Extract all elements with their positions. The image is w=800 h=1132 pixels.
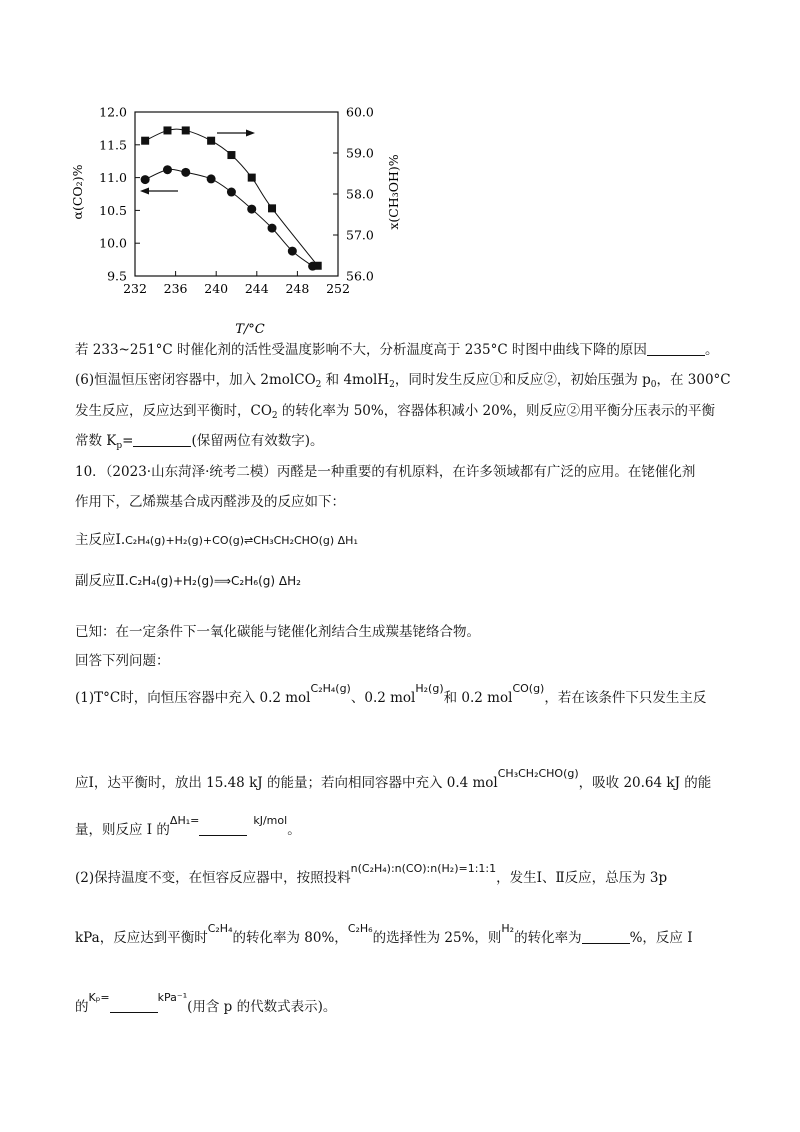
x-tick-label-1: 236 (163, 281, 188, 296)
known-condition: 已知：在一定条件下一氧化碳能与铑催化剂结合生成羰基铑络合物。 (75, 624, 480, 640)
line-4: 常数 $K_p=$ (保留两位有效数字)。 (75, 433, 324, 451)
right-tick-label-4: 56.0 (346, 268, 374, 284)
curves (145, 129, 318, 266)
series-1-curve (145, 169, 312, 266)
formula-propanal: CH₃CH₂CHO(g) (497, 767, 579, 780)
arrow-left-head (140, 188, 149, 195)
line-2: (6)恒温恒压密闭容器中，加入 2molCO$_2$ 和 4molH$_2$，同时发生反应①和反应②，初始压强为 $p_0$，在 300°C (75, 372, 731, 390)
formula-h2: H₂(g) (415, 682, 444, 695)
series-1-point-8 (308, 262, 317, 271)
left-tick-label-3: 10.5 (99, 202, 127, 218)
answer-prompt: 回答下列问题： (75, 653, 170, 669)
series-1-point-5 (247, 205, 256, 214)
axis-ticks (135, 112, 338, 276)
series-0-point-0 (141, 137, 149, 145)
x-tick-label-4: 248 (285, 281, 310, 296)
series-0-point-2 (182, 126, 190, 134)
right-axis-label: x(CH₃OH)% (386, 154, 401, 230)
left-tick-label-1: 11.5 (99, 137, 127, 153)
series-0-curve (145, 129, 318, 266)
answer-blank-kp-2[interactable] (110, 1000, 158, 1013)
left-axis-label: α(CO₂)% (70, 164, 85, 220)
series-0-point-1 (163, 126, 171, 134)
unit-kpa-inverse: kPa⁻¹ (157, 991, 188, 1004)
data-markers (141, 126, 322, 270)
formula-kp: Kₚ= (88, 991, 110, 1004)
plot-border (135, 112, 338, 276)
series-0-point-6 (268, 204, 276, 212)
main-reaction: 主反应Ⅰ.C₂H₄(g)+H₂(g)+CO(g)⇌CH₃CH₂CHO(g) ΔH₁ (75, 532, 358, 548)
co2-methanol-chart (60, 90, 420, 340)
part-1-line-1: (1)T°C时，向恒压容器中充入 0.2 mol$^{C_2H_4(g)}$、0.2 mol$^{H_2(g)}$和 0.2 mol$^{CO(g)}$，若在该条件下只发生主反 (75, 682, 707, 706)
formula-feed-ratio: n(C₂H₄):n(CO):n(H₂)=1:1:1 (350, 862, 497, 875)
x-tick-label-5: 252 (326, 281, 350, 296)
formula-co: CO(g) (512, 682, 545, 695)
line-3: 发生反应，反应达到平衡时，$CO_2$ 的转化率为 50%，容器体积减小 20%，则反应②用平衡分压表示的平衡 (75, 403, 716, 421)
plot-frame (135, 112, 338, 276)
formula-delta-h1: ΔH₁= (169, 814, 200, 827)
part-2-line-2: kPa，反应达到平衡时$^{C_2H_4}$的转化率为 80%，$^{C_2H_6}$的选择性为 25%，则$^{H_2}$的转化率为 %，反应 I (75, 922, 693, 946)
series-0-point-3 (207, 137, 215, 145)
x-tick-label-0: 232 (123, 281, 147, 296)
series-0-point-4 (227, 151, 235, 159)
left-tick-label-2: 11.0 (99, 170, 127, 186)
x-tick-label-2: 240 (204, 281, 229, 296)
right-tick-label-1: 59.0 (346, 145, 374, 161)
formula-c2h4-2: C₂H₄ (207, 922, 233, 935)
question-10-line-2: 作用下，乙烯羰基合成丙醛涉及的反应如下： (75, 494, 345, 510)
right-tick-label-2: 58.0 (346, 186, 374, 202)
series-1-point-3 (207, 174, 216, 183)
arrow-right-head (246, 130, 255, 137)
formula-c2h4: C₂H₄(g) (310, 682, 351, 695)
left-tick-label-0: 12.0 (99, 104, 127, 120)
formula-h2-2: H₂ (501, 922, 515, 935)
series-1-point-7 (288, 247, 297, 256)
right-tick-label-0: 60.0 (346, 104, 374, 120)
answer-blank-delta-h[interactable] (199, 823, 247, 836)
answer-blank-1[interactable] (647, 343, 705, 356)
direction-arrows (140, 130, 255, 195)
left-tick-label-5: 9.5 (107, 268, 127, 284)
answer-blank-h2-conversion[interactable] (582, 931, 630, 944)
series-1-point-1 (163, 165, 172, 174)
x-axis-label: T/°C (235, 322, 265, 337)
formula-c2h6: C₂H₆ (347, 922, 373, 935)
series-0-point-5 (248, 174, 256, 182)
series-1-point-2 (181, 168, 190, 177)
answer-blank-kp[interactable] (133, 434, 191, 447)
series-1-point-0 (141, 175, 150, 184)
left-tick-label-4: 10.0 (99, 235, 127, 251)
part-1-line-3: 量，则反应 I 的$^{\Delta H_1=}$ $^{kJ/mol}$。 (75, 814, 301, 838)
series-1-point-4 (227, 188, 236, 197)
part-1-line-2: 应I，达平衡时，放出 15.48 kJ 的能量；若向相同容器中充入 0.4 mol$^{CH_3CH_2CHO(g)}$，吸收 20.64 kJ 的能 (75, 767, 712, 791)
part-2-line-3: 的$^{K_p=}$ $^{kPa^{-1}}$(用含 p 的代数式表示)。 (75, 991, 337, 1015)
line-1: 若 233~251°C 时催化剂的活性受温度影响不大，分析温度高于 235°C 时图中曲线下降的原因 。 (75, 342, 719, 358)
side-reaction: 副反应Ⅱ.C₂H₄(g)+H₂(g)⟹C₂H₆(g) ΔH₂ (75, 573, 301, 589)
question-10-line-1: 10．（2023·山东菏泽·统考二模）丙醛是一种重要的有机原料，在许多领域都有广泛的应用。在铑催化剂 (75, 464, 696, 480)
main-reaction-equation: C₂H₄(g)+H₂(g)+CO(g)⇌CH₃CH₂CHO(g) ΔH₁ (125, 534, 358, 547)
side-reaction-equation: C₂H₄(g)+H₂(g)⟹C₂H₆(g) ΔH₂ (128, 574, 301, 588)
part-2-line-1: (2)保持温度不变，在恒容反应器中，按照投料$^{n(C_2H_4):n(CO):n(H_2)=1:1:1}$，发生Ⅰ、Ⅱ反应，总压为 3p (75, 862, 668, 886)
series-1-point-6 (268, 224, 277, 233)
right-tick-label-3: 57.0 (346, 227, 374, 243)
x-tick-label-3: 244 (244, 281, 269, 296)
